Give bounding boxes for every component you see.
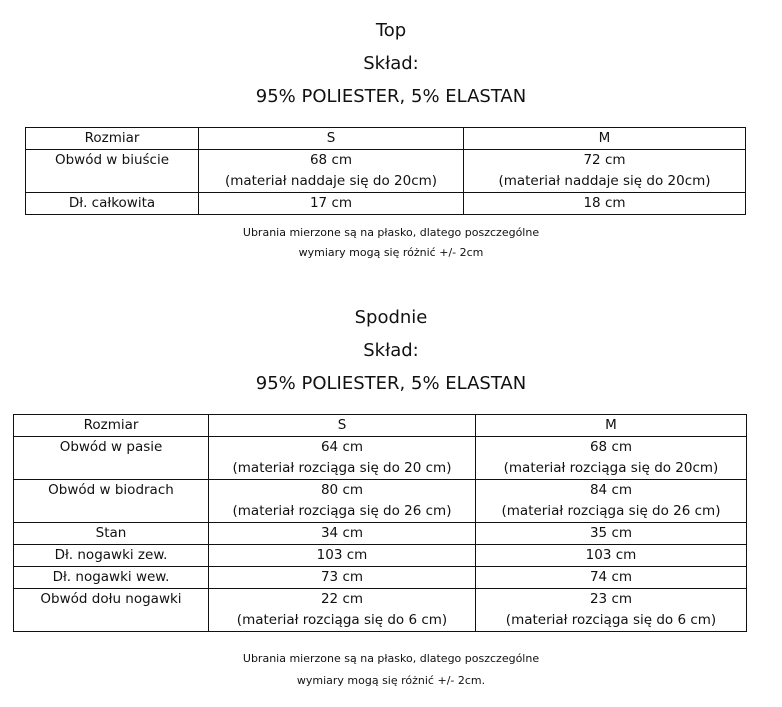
cell-s: 17 cm: [199, 193, 464, 215]
cell-s: 73 cm: [209, 567, 476, 589]
table-row: [14, 545, 747, 567]
cell-m: [464, 150, 746, 193]
pants-note-line-2: wymiary mogą się różnić +/- 2cm.: [296, 674, 486, 687]
cell-value: 64 cm: [320, 439, 364, 455]
cell-note: (materiał rozciąga się do 6 cm): [505, 612, 717, 628]
table-header-row: [14, 415, 747, 437]
row-label: Dł. nogawki zew.: [14, 545, 209, 567]
row-label: Obwód dołu nogawki: [14, 589, 209, 632]
row-label: Obwód w biodrach: [14, 480, 209, 523]
cell-m: 35 cm: [476, 523, 747, 545]
row-label: Dł. nogawki wew.: [14, 567, 209, 589]
cell-m: 74 cm: [476, 567, 747, 589]
top-title: Top: [375, 20, 407, 41]
cell-s: [209, 480, 476, 523]
pants-note-line-1: Ubrania mierzone są na płasko, dlatego poszczególne: [242, 652, 540, 665]
header-size: Rozmiar: [14, 415, 209, 437]
cell-s: [209, 437, 476, 480]
table-row: [14, 437, 747, 480]
table-row: [26, 150, 746, 193]
cell-value: 80 cm: [320, 482, 364, 498]
header-m: M: [476, 415, 747, 437]
cell-note: (materiał rozciąga się do 6 cm): [236, 612, 448, 628]
cell-note: (materiał naddaje się do 20cm): [224, 173, 438, 189]
top-size-table: [25, 127, 746, 215]
top-note-line-1: Ubrania mierzone są na płasko, dlatego poszczególne: [242, 226, 540, 239]
top-composition: 95% POLIESTER, 5% ELASTAN: [255, 86, 527, 107]
cell-m: [476, 589, 747, 632]
pants-composition: 95% POLIESTER, 5% ELASTAN: [255, 373, 527, 394]
cell-m: 103 cm: [476, 545, 747, 567]
cell-note: (materiał rozciąga się do 20 cm): [232, 460, 452, 476]
cell-value: 68 cm: [589, 439, 633, 455]
cell-note: (materiał naddaje się do 20cm): [498, 173, 711, 189]
pants-title: Spodnie: [354, 307, 428, 328]
row-label: Obwód w biuście: [26, 150, 199, 193]
cell-note: (materiał rozciąga się do 20cm): [503, 460, 719, 476]
cell-value: 84 cm: [589, 482, 633, 498]
header-s: S: [209, 415, 476, 437]
table-row: [14, 589, 747, 632]
row-label: Obwód w pasie: [14, 437, 209, 480]
row-label: Dł. całkowita: [26, 193, 199, 215]
cell-s: [199, 150, 464, 193]
header-size: Rozmiar: [26, 128, 199, 150]
pants-composition-label: Skład:: [363, 340, 419, 361]
header-m: M: [464, 128, 746, 150]
top-composition-label: Skład:: [363, 53, 419, 74]
cell-value: 68 cm: [309, 152, 353, 168]
cell-s: [209, 589, 476, 632]
cell-value: 22 cm: [320, 591, 364, 607]
cell-s: 103 cm: [209, 545, 476, 567]
header-s: S: [199, 128, 464, 150]
cell-s: 34 cm: [209, 523, 476, 545]
top-note-line-2: wymiary mogą się różnić +/- 2cm: [298, 246, 484, 259]
table-row: [14, 567, 747, 589]
table-row: [14, 523, 747, 545]
cell-m: [476, 480, 747, 523]
table-row: [14, 480, 747, 523]
pants-size-table: [13, 414, 747, 632]
row-label: Stan: [14, 523, 209, 545]
cell-value: 23 cm: [589, 591, 633, 607]
cell-m: 18 cm: [464, 193, 746, 215]
cell-note: (materiał rozciąga się do 26 cm): [501, 503, 721, 519]
cell-m: [476, 437, 747, 480]
table-header-row: [26, 128, 746, 150]
cell-note: (materiał rozciąga się do 26 cm): [232, 503, 452, 519]
table-row: [26, 193, 746, 215]
cell-value: 72 cm: [583, 152, 626, 168]
